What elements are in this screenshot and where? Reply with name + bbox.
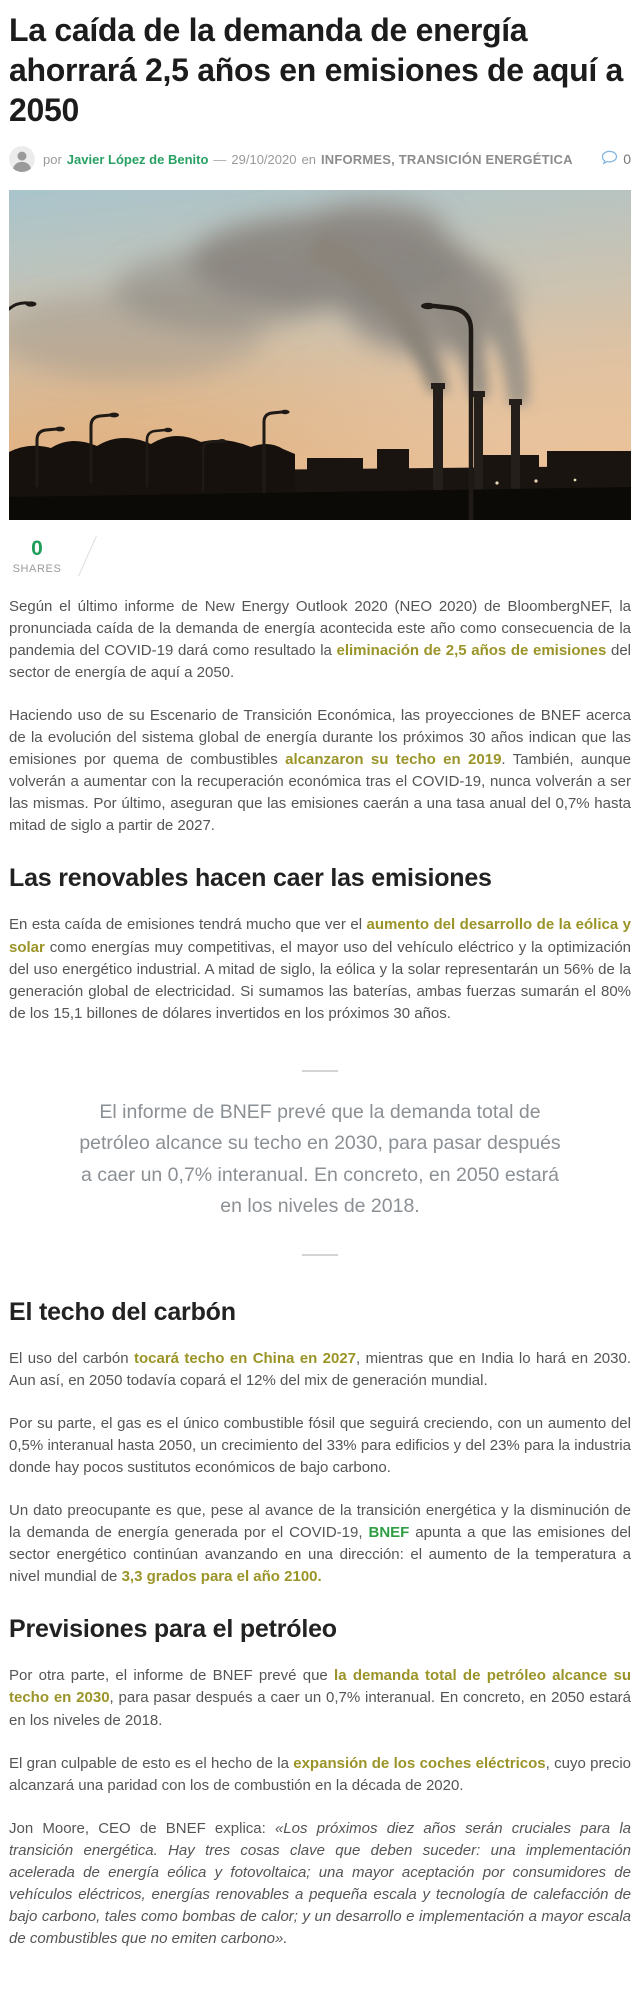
share-label: SHARES <box>12 562 62 575</box>
ceo-quote: «Los próximos diez años serán cruciales para la transición energética. Hay tres cosas clave que deben suceder: una implementación acelerada de energía eólica y fotovoltaica; una mayor aceptación por consumidores de vehículos eléctricos, energías renovables a pequeña escala y tecnología de calefacción de bajo carbono, tales como bombas de calor; y un desarrollo e implementación a mayor escala de combustibles que no emiten carbono». <box>9 1819 632 1947</box>
byline-separator: — <box>213 151 227 167</box>
comment-bubble-icon <box>601 150 618 168</box>
byline <box>9 145 631 173</box>
pull-quote <box>9 1059 631 1261</box>
paragraph-3: En esta caída de emisiones tendrá mucho que ver el aumento del desarrollo de la eólica y solar como energías muy competitivas, el mayor uso del vehículo eléctrico y la optimización del uso energético industrial. A mitad de siglo, la eólica y la solar representarán un 56% de la generación global de electricidad. Si sumamos las baterías, ambas fuerzas sumarán el 80% de los 15,1 billones de dólares invertidos en los próximos 30 años. <box>9 916 632 1022</box>
comments-indicator[interactable] <box>601 150 631 168</box>
article-body <box>9 596 631 1950</box>
paragraph-2: Haciendo uso de su Escenario de Transición Económica, las proyecciones de BNEF acerca de la evolución del sistema global de energía durante los próximos 30 años indican que las emisiones por quema de combustibles alcanzaron su techo en 2019. También, aunque volverán a aumentar con la recuperación económica tras el COVID-19, nunca volverán a ser las mismas. Por último, aseguran que las emisiones caerán a una tasa anual del 0,7% hasta mitad de siglo a partir de 2027. <box>9 707 631 835</box>
byline-in-word: en <box>301 151 316 167</box>
paragraph-8: El gran culpable de esto es el hecho de la expansión de los coches eléctricos, cuyo precio alcanzará una paridad con los de combustión en la década de 2020. <box>9 1754 631 1794</box>
section-heading-carbon: El techo del carbón <box>9 1298 236 1327</box>
category-links[interactable]: INFORMES, TRANSICIÓN ENERGÉTICA <box>320 151 573 167</box>
inline-link-wind-solar[interactable]: aumento del desarrollo de la eólica y solar <box>9 916 632 956</box>
inline-link-electric-cars[interactable]: expansión de los coches eléctricos <box>293 1754 546 1772</box>
inline-link-china-2027[interactable]: tocará techo en China en 2027 <box>133 1350 357 1368</box>
post-date: 29/10/2020 <box>231 151 297 167</box>
section-heading-renovables: Las renovables hacen caer las emisiones <box>9 864 492 893</box>
section-heading-petroleo: Previsiones para el petróleo <box>9 1615 337 1644</box>
inline-link-3-3-degrees[interactable]: 3,3 grados para el año 2100. <box>121 1568 322 1586</box>
paragraph-4: El uso del carbón tocará techo en China en 2027, mientras que en India lo hará en 2030. Aun así, en 2050 todavía copará el 12% del mix de generación mundial. <box>9 1350 632 1390</box>
author-link[interactable]: Javier López de Benito <box>66 151 209 167</box>
share-divider <box>78 536 97 577</box>
paragraph-6: Un dato preocupante es que, pese al avance de la transición energética y la disminución de la demanda de energía generada por el COVID-19, BNEF apunta a que las emisiones del sector energético continúan avanzando en una dirección: el aumento de la temperatura a nivel mundial de 3,3 grados para el año 2100. <box>9 1502 631 1586</box>
share-count: 0 <box>31 537 43 561</box>
pull-quote-text: El informe de BNEF prevé que la demanda total de petróleo alcance su techo en 2030, para pasar después a caer un 0,7% interanual. En concreto, en 2050 estará en los niveles de 2018. <box>79 1100 561 1218</box>
byline-prefix: por <box>43 151 62 167</box>
comments-count: 0 <box>623 151 631 167</box>
paragraph-9: Jon Moore, CEO de BNEF explica: «Los próximos diez años serán cruciales para la transición energética. Hay tres cosas clave que deben suceder: una implementación acelerada de energía eólica y fotovoltaica; una mayor aceptación por consumidores de vehículos eléctricos, energías renovables a pequeña escala y tecnología de calefacción de bajo carbono, tales como bombas de calor; y un desarrollo e implementación a mayor escala de combustibles que no emiten carbono». <box>9 1819 632 1947</box>
share-count-block <box>9 537 65 574</box>
paragraph-7: Por otra parte, el informe de BNEF prevé que la demanda total de petróleo alcance su techo en 2030, para pasar después a caer un 0,7% interanual. En concreto, en 2050 estará en los niveles de 2018. <box>9 1667 631 1729</box>
inline-link-emissions-elimination[interactable]: eliminación de 2,5 años de emisiones <box>336 642 607 660</box>
quote-divider-top <box>302 1070 338 1072</box>
inline-link-peak-2019[interactable]: alcanzaron su techo en 2019 <box>285 751 502 769</box>
paragraph-5: Por su parte, el gas es el único combustible fósil que seguirá creciendo, con un aumento del 0,5% interanual hasta 2050, un crecimiento del 33% para edificios y del 23% para la industria donde hay pocos sustitutos económicos de bajo carbono. <box>9 1415 631 1477</box>
paragraph-1: Según el último informe de New Energy Outlook 2020 (NEO 2020) de BloombergNEF, la pronunciada caída de la demanda de energía acontecida este año como consecuencia de la pandemia del COVID-19 dará como resultado la eliminación de 2,5 años de emisiones del sector de energía de aquí a 2050. <box>9 598 631 682</box>
share-row <box>9 532 631 580</box>
quote-divider-bottom <box>302 1254 338 1256</box>
article-title: La caída de la demanda de energía ahorrará 2,5 años en emisiones de aquí a 2050 <box>9 12 624 128</box>
author-avatar-icon <box>9 146 35 172</box>
inline-link-bnef[interactable]: BNEF <box>368 1524 410 1542</box>
hero-image <box>9 190 631 520</box>
inline-link-oil-peak-2030[interactable]: la demanda total de petróleo alcance su techo en 2030 <box>9 1667 631 1707</box>
